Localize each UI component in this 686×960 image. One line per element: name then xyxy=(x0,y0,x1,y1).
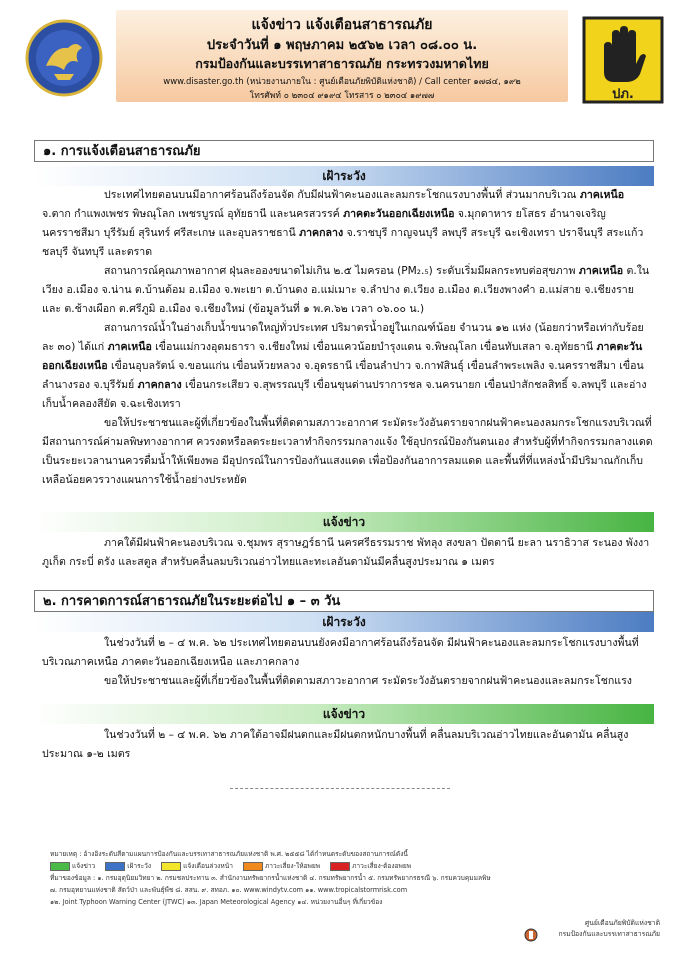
paragraph-text: เขื่อนแม่กวงอุดมธารา จ.เชียงใหม่ เขื่อนแควน้อยบำรุงแดน จ.พิษณุโลก เขื่อนทับเสลา จ.อุทัยธานี xyxy=(151,341,597,353)
footer-sources-3: ๑๒. Joint Typhoon Warning Center (JTWC) ๑๓. Japan Meteorological Agency ๑๔. หน่วยงานอื่นๆ ที่เกี่ยวข้อง xyxy=(50,898,383,906)
paragraph-text: เขื่อนกระเสียว จ.สุพรรณบุรี เขื่อนขุนด่านปราการชล จ.นครนายก เขื่อนป่าสักชลสิทธิ์ จ.ลพบุรี และอ่างเก็บน้ำคลองสียัด จ.ฉะเชิงเทรา xyxy=(42,379,647,410)
paragraph-text: สถานการณ์คุณภาพอากาศ ฝุ่นละอองขนาดไม่เกิน ๒.๕ ไมครอน (PM₂.₅) ระดับเริ่มมีผลกระทบต่อสุขภาพ xyxy=(104,265,579,277)
footer-organization xyxy=(540,918,660,940)
dpm-logo-icon xyxy=(582,16,664,104)
section2-news-text xyxy=(42,726,654,764)
department-emblem-icon xyxy=(24,18,104,98)
header-banner xyxy=(116,10,568,102)
header-title: แจ้งข่าว แจ้งเตือนสาธารณภัย xyxy=(251,17,433,33)
header xyxy=(16,8,670,104)
region-name: ภาคเหนือ xyxy=(107,341,152,353)
section1-news-bar: แจ้งข่าว xyxy=(34,512,654,532)
section1-news-text xyxy=(42,534,654,572)
section1-watch-paragraph xyxy=(42,319,654,414)
legend-item xyxy=(330,860,411,872)
section2-news-paragraph: ในช่วงวันที่ ๒ – ๔ พ.ค. ๖๒ ภาคใต้อาจมีฝนตกและมีฝนตกหนักบางพื้นที่ คลื่นลมบริเวณอ่าวไทยและอันดามัน คลื่นสูงประมาณ ๑-๒ เมตร xyxy=(42,729,629,760)
paragraph-text: จ.ราชบุรี กาญจนบุรี ลพบุรี สระบุรี ฉะเชิงเทรา ปราจีนบุรี สระแก้ว ชลบุรี จันทบุรี และตราด xyxy=(42,227,644,258)
legend-item xyxy=(105,860,151,872)
legend-swatch xyxy=(50,862,70,871)
legend-item xyxy=(243,860,320,872)
legend-label: ภาวะเสี่ยง-ต้องอพยพ xyxy=(352,862,412,870)
section1-watch-paragraph xyxy=(42,414,654,490)
paragraph-text: ขอให้ประชาชนและผู้ที่เกี่ยวข้องในพื้นที่ติดตามสภาวะอากาศ ระมัดระวังอันตรายจากฝนฟ้าคะนองลมกระโชกแรงบริเวณที่มีสถานการณ์ค่ามลพิษทางอากาศ ควรงดหรือลดระยะเวลาทำกิจกรรมกลางแจ้ง ใช้อุปกรณ์ป้องกันตนเอง สำหรับผู้ที่ทำกิจกรรมกลางแดดเป็นระยะเวลานานควรดื่มน้ำให้เพียงพอ มีอุปกรณ์ในการป้องกันแสงแดด เพื่อป้องกันอาการลมแดด และพื้นที่ที่แหล่งน้ำมีปริมาณกักเก็บเหลือน้อยควรวางแผนการใช้น้ำอย่างประหยัด xyxy=(42,417,653,486)
dpm-logo-text: ปภ. xyxy=(612,87,634,102)
legend-item xyxy=(50,860,95,872)
paragraph-text: ต.ในเวียง อ.เมือง จ.น่าน ต.บ้านต้อม อ.เมือง จ.พะเยา ต.บ้านดง อ.แม่เมาะ จ.ลำปาง ต.เวียง อ.เมือง ต.เวียงพางคำ อ.แม่สาย จ.เชียงราย และ ต.ช้างเผือก ต.ศรีภูมิ อ.เมือง จ.เชียงใหม่ (ข้อมูลวันที่ ๑ พ.ค.๖๒ เวลา ๐๖.๐๐ น.) xyxy=(42,265,650,315)
section1-title: ๑. การแจ้งเตือนสาธารณภัย xyxy=(34,140,654,162)
paragraph-text: เขื่อนอุบลรัตน์ จ.ขอนแก่น เขื่อนห้วยหลวง จ.อุดรธานี เขื่อนลำปาว จ.กาฬสินธุ์ เขื่อนลำพระเพลิง จ.นครราชสีมา เขื่อนลำนางรอง จ.บุรีรัมย์ xyxy=(42,360,644,391)
section2-watch-paragraph-1: ในช่วงวันที่ ๒ – ๔ พ.ค. ๖๒ ประเทศไทยตอนบนยังคงมีอากาศร้อนถึงร้อนจัด มีฝนฟ้าคะนองและลมกระโชกแรงบางพื้นที่ บริเวณภาคเหนือ ภาคตะวันออกเฉียงเหนือ และภาคกลาง xyxy=(42,637,639,668)
section2-watch-text xyxy=(42,634,654,691)
region-name: ภาคเหนือ xyxy=(579,189,625,201)
section2-watch-bar: เฝ้าระวัง xyxy=(34,612,654,632)
region-name: ภาคกลาง xyxy=(137,379,182,391)
legend-label: ภาวะเสี่ยง-ให้อพยพ xyxy=(264,862,321,870)
legend-label: แจ้งเตือนล่วงหน้า xyxy=(183,862,233,870)
header-website: www.disaster.go.th (หน่วยงานภายใน : ศูนย์เตือนภัยพิบัติแห่งชาติ) / Call center ๑๗๘๔, ๑๙๒ xyxy=(163,77,521,87)
header-department: กรมป้องกันและบรรเทาสาธารณภัย กระทรวงมหาดไทย xyxy=(195,56,489,71)
divider xyxy=(230,788,450,789)
legend-swatch xyxy=(161,862,181,871)
section1-watch-paragraph xyxy=(42,186,654,262)
legend-label: แจ้งข่าว xyxy=(72,862,96,870)
section2-watch-paragraph-2: ขอให้ประชาชนและผู้ที่เกี่ยวข้องในพื้นที่ติดตามสภาวะอากาศ ระมัดระวังอันตรายจากฝนฟ้าคะนองและลมกระโชกแรง xyxy=(104,675,632,687)
header-date: ประจำวันที่ ๑ พฤษภาคม ๒๕๖๒ เวลา ๐๘.๐๐ น. xyxy=(206,38,478,53)
legend-swatch xyxy=(243,862,263,871)
footer-org-line2: กรมป้องกันและบรรเทาสาธารณภัย xyxy=(558,930,660,938)
legend-label: เฝ้าระวัง xyxy=(127,862,152,870)
legend-swatch xyxy=(105,862,125,871)
paragraph-text: จ.ตาก กำแพงเพชร พิษณุโลก เพชรบูรณ์ อุทัยธานี และนครสวรรค์ xyxy=(42,208,344,220)
paragraph-text: จ.มุกดาหาร ยโสธร อำนาจเจริญ นครราชสีมา บุรีรัมย์ สุรินทร์ ศรีสะเกษ และอุบลราชธานี xyxy=(42,208,606,239)
section1-news-paragraph: ภาคใต้มีฝนฟ้าคะนองบริเวณ จ.ชุมพร สุราษฎร์ธานี นครศรีธรรมราช พัทลุง สงขลา ปัตตานี ยะลา นราธิวาส ระนอง พังงา ภูเก็ต กระบี่ ตรัง และสตูล สำหรับคลื่นลมบริเวณอ่าวไทยและทะเลอันดามันมีคลื่นสูงประมาณ ๑ เมตร xyxy=(42,537,650,568)
paragraph-text: ประเทศไทยตอนบนมีอากาศร้อนถึงร้อนจัด กับมีฝนฟ้าคะนองและลมกระโชกแรงบางพื้นที่ ส่วนมากบริเวณ xyxy=(104,189,580,201)
footer-note: หมายเหตุ : อ้างอิงระดับสีตามแผนการป้องกันและบรรเทาสาธารณภัยแห่งชาติ พ.ศ. ๒๕๕๘ ได้กำหนดระดับของสถานการณ์ดังนี้ xyxy=(50,850,408,858)
section1-watch-paragraph xyxy=(42,262,654,319)
section2-title: ๒. การคาดการณ์สาธารณภัยในระยะต่อไป ๑ – ๓ วัน xyxy=(34,590,654,612)
region-name: ภาคกลาง xyxy=(299,227,344,239)
color-legend xyxy=(50,860,650,872)
header-phone: โทรศัพท์ ๐ ๒๓๐๔ ๙๑๙๔ โทรสาร ๐ ๒๓๐๔ ๑๙๗๗ xyxy=(249,91,435,101)
legend-swatch xyxy=(330,862,350,871)
paragraph-text: สถานการณ์น้ำในอ่างเก็บน้ำขนาดใหญ่ทั่วประเทศ ปริมาตรน้ำอยู่ในเกณฑ์น้อย จำนวน ๑๒ แห่ง (น้อยกว่าหรือเท่ากับร้อยละ ๓๐) ได้แก่ xyxy=(42,322,644,353)
legend-item xyxy=(161,860,233,872)
section2-news-bar: แจ้งข่าว xyxy=(34,704,654,724)
footer-emblem-icon xyxy=(524,928,538,942)
section1-watch-bar: เฝ้าระวัง xyxy=(34,166,654,186)
region-name: ภาคตะวันออกเฉียงเหนือ xyxy=(343,208,455,220)
region-name: ภาคตะวันออกเฉียงเหนือ xyxy=(42,341,643,372)
footer-org-line1: ศูนย์เตือนภัยพิบัติแห่งชาติ xyxy=(584,919,660,927)
section1-watch-text xyxy=(42,186,654,490)
footer-notes xyxy=(50,848,650,908)
region-name: ภาคเหนือ xyxy=(578,265,624,277)
footer-sources-1: ที่มาของข้อมูล : ๑. กรมอุตุนิยมวิทยา ๒. กรมชลประทาน ๓. สำนักงานทรัพยากรน้ำแห่งชาติ ๔. กรมทรัพยากรน้ำ ๕. กรมทรัพยากรธรณี ๖. กรมควบคุมมลพิษ xyxy=(50,874,491,882)
footer-sources-2: ๗. กรมอุทยานแห่งชาติ สัตว์ป่า และพันธุ์พืช ๘. สสน. ๙. สทอภ. ๑๐. www.windytv.com ๑๑. www.tropicalstormrisk.com xyxy=(50,886,408,894)
